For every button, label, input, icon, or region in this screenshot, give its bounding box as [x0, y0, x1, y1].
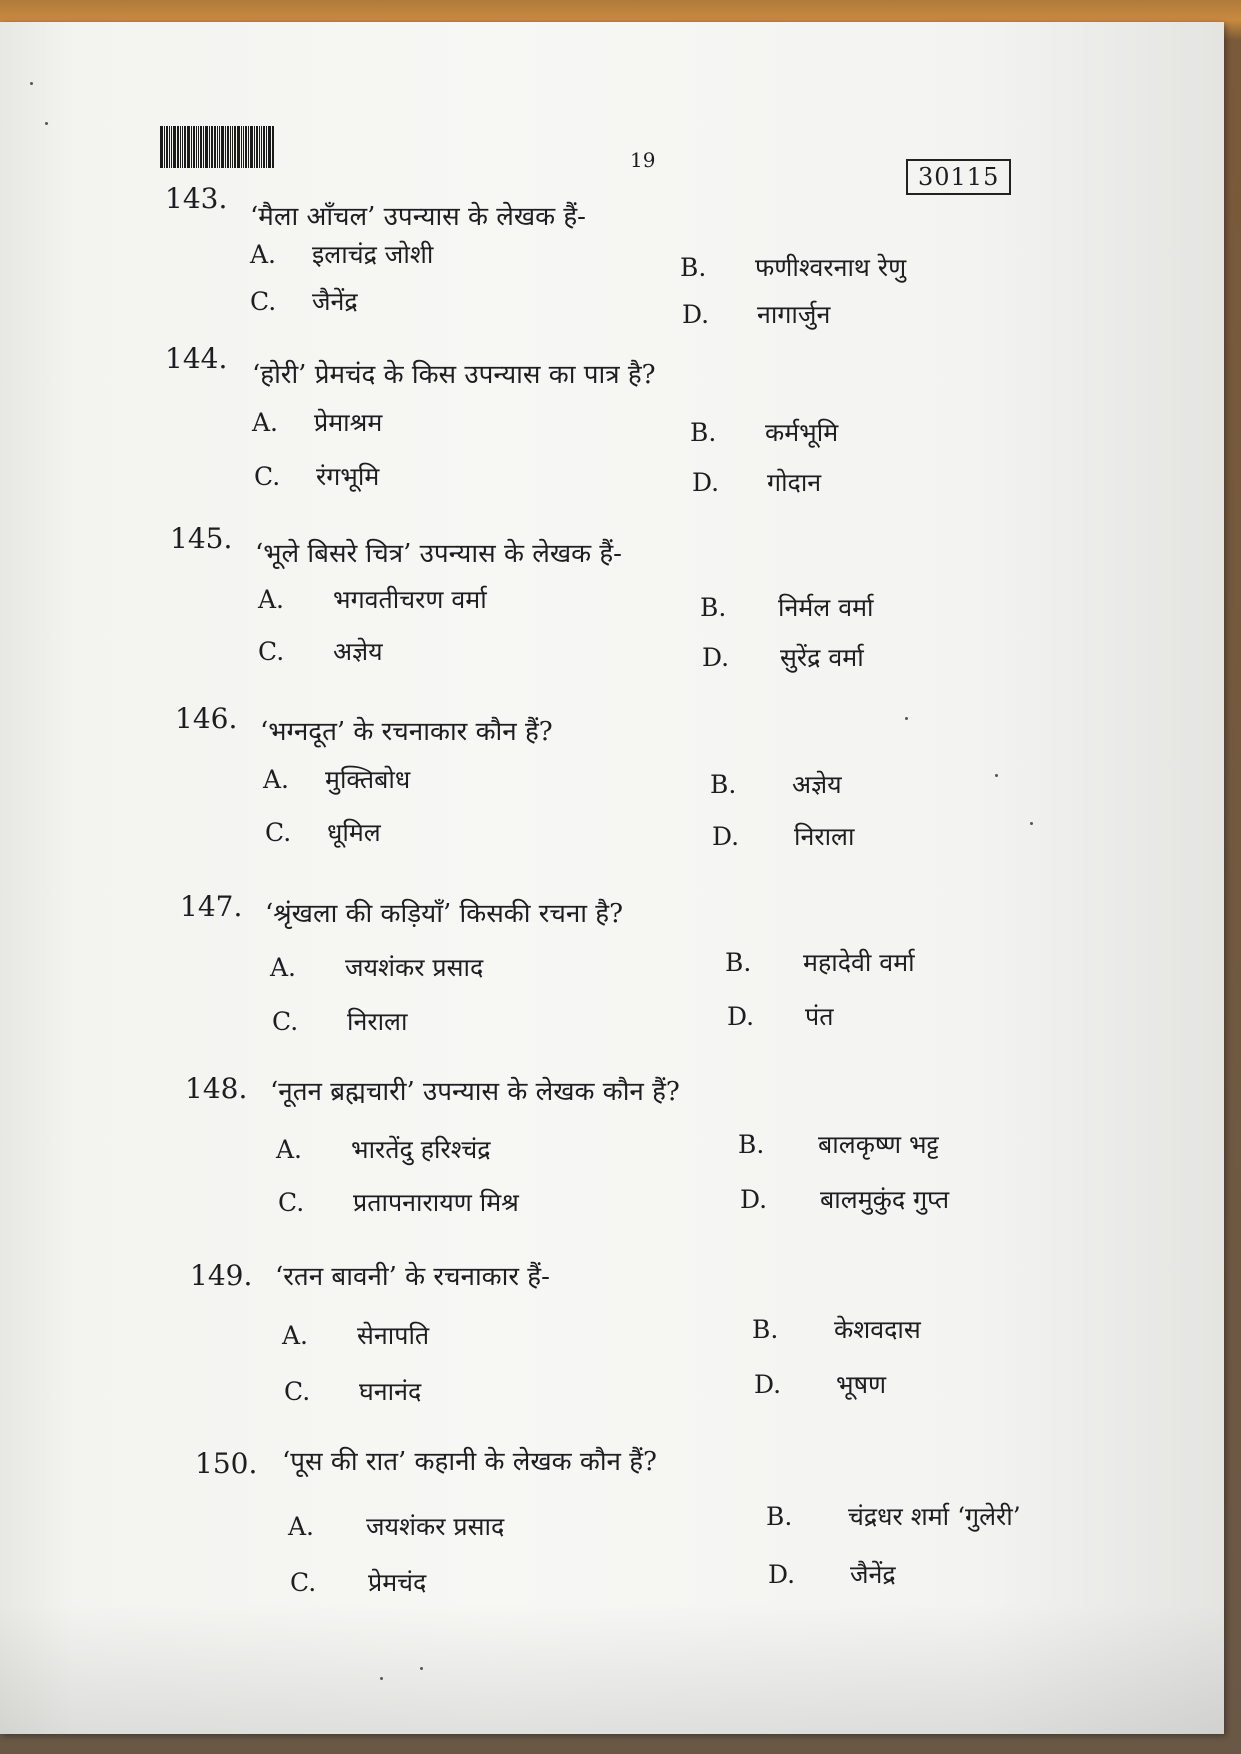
option-key: B.: [710, 770, 737, 799]
option-d: [754, 1367, 886, 1401]
option-key: A.: [258, 585, 285, 614]
option-a: [250, 237, 433, 271]
option-text: जैनेंद्र: [850, 1560, 896, 1589]
barcode-bar: [234, 126, 236, 168]
option-key: D.: [727, 1002, 755, 1031]
barcode-bar: [245, 126, 247, 168]
option-b: [752, 1312, 921, 1346]
barcode-bar: [196, 126, 197, 168]
option-b: [680, 250, 906, 284]
barcode-bar: [256, 126, 258, 168]
barcode-bar: [225, 126, 226, 168]
option-a: [270, 950, 483, 984]
scan-speck: [905, 717, 908, 720]
question-number: 144.: [165, 342, 228, 375]
option-key: A.: [263, 765, 290, 794]
option-key: D.: [692, 468, 720, 497]
barcode-bar: [266, 126, 267, 168]
barcode-bar: [173, 126, 176, 168]
option-text: भारतेंदु हरिश्चंद्र: [351, 1135, 491, 1164]
scan-speck: [995, 774, 998, 777]
option-text: नागार्जुन: [757, 300, 831, 329]
barcode-bar: [203, 126, 204, 168]
option-a: [258, 582, 487, 616]
option-text: चंद्रधर शर्मा ‘गुलेरी’: [848, 1502, 1021, 1531]
option-d: [768, 1557, 896, 1591]
barcode-bar: [160, 126, 163, 168]
option-text: निर्मल वर्मा: [778, 593, 874, 622]
option-key: A.: [270, 953, 297, 982]
barcode-bar: [211, 126, 213, 168]
option-text: प्रेमचंद: [368, 1568, 427, 1597]
barcode-bar: [254, 126, 255, 168]
option-text: जयशंकर प्रसाद: [366, 1512, 505, 1541]
option-b: [710, 767, 842, 801]
option-text: अज्ञेय: [792, 770, 842, 799]
barcode-bar: [237, 126, 240, 168]
barcode-bar: [166, 126, 168, 168]
question-text: ‘पूस की रात’ कहानी के लेखक कौन हैं?: [282, 1447, 657, 1477]
scan-speck: [380, 1677, 383, 1680]
option-c: [254, 459, 379, 493]
question-number: 145.: [170, 522, 233, 555]
barcode-bar: [232, 126, 233, 168]
barcode-bar: [209, 126, 210, 168]
scan-speck: [420, 1667, 423, 1670]
option-d: [682, 297, 830, 331]
question-text: ‘श्रृंखला की कड़ियाँ’ किसकी रचना है?: [265, 899, 624, 929]
option-text: पंत: [805, 1002, 834, 1031]
exam-page: [0, 22, 1224, 1734]
option-key: D.: [754, 1370, 782, 1399]
option-c: [278, 1185, 519, 1219]
option-c: [272, 1004, 407, 1038]
barcode-bar: [230, 126, 231, 168]
option-key: A.: [282, 1321, 309, 1350]
option-c: [265, 815, 381, 849]
barcode-bar: [243, 126, 244, 168]
option-b: [738, 1127, 939, 1161]
barcode-bar: [169, 126, 170, 168]
barcode-bar: [219, 126, 220, 168]
option-key: D.: [702, 643, 730, 672]
option-key: B.: [680, 253, 707, 282]
option-b: [725, 945, 915, 979]
option-key: D.: [682, 300, 710, 329]
barcode-bar: [184, 126, 186, 168]
option-text: जयशंकर प्रसाद: [345, 953, 484, 982]
option-c: [258, 634, 383, 668]
question-text: ‘रतन बावनी’ के रचनाकार हैं-: [275, 1262, 550, 1292]
option-text: अज्ञेय: [333, 637, 383, 666]
option-text: रंगभूमि: [316, 462, 380, 491]
option-a: [252, 405, 382, 439]
option-a: [276, 1132, 491, 1166]
barcode-bar: [198, 126, 199, 168]
option-text: इलाचंद्र जोशी: [312, 240, 434, 269]
barcode-bar: [193, 126, 195, 168]
barcode-bar: [250, 126, 253, 168]
option-text: भगवतीचरण वर्मा: [333, 585, 487, 614]
barcode-bar: [272, 126, 274, 168]
option-text: निराला: [347, 1007, 408, 1036]
barcode-bar: [217, 126, 218, 168]
option-key: C.: [254, 462, 281, 491]
barcode-bar: [214, 126, 216, 168]
option-key: D.: [768, 1560, 796, 1589]
option-text: सेनापति: [357, 1321, 430, 1350]
barcode-bar: [182, 126, 183, 168]
option-c: [290, 1565, 426, 1599]
option-key: A.: [252, 408, 279, 437]
barcode-bar: [261, 126, 262, 168]
option-key: A.: [276, 1135, 303, 1164]
option-key: B.: [766, 1502, 793, 1531]
question-number: 149.: [190, 1259, 253, 1292]
option-key: A.: [250, 240, 277, 269]
option-key: C.: [284, 1377, 311, 1406]
question-number: 146.: [175, 702, 238, 735]
option-key: B.: [725, 948, 752, 977]
question-text: ‘भूले बिसरे चित्र’ उपन्यास के लेखक हैं-: [255, 539, 622, 569]
option-key: B.: [690, 418, 717, 447]
option-d: [740, 1182, 949, 1216]
question-number: 148.: [185, 1072, 248, 1105]
barcode-bar: [205, 126, 208, 168]
option-key: C.: [278, 1188, 305, 1217]
option-text: निराला: [794, 822, 855, 851]
option-key: D.: [712, 822, 740, 851]
barcode-bar: [221, 126, 224, 168]
option-text: फणीश्वरनाथ रेणु: [755, 253, 907, 282]
option-b: [690, 415, 838, 449]
scan-speck: [45, 122, 48, 125]
option-text: महादेवी वर्मा: [803, 948, 915, 977]
barcode-bar: [200, 126, 202, 168]
option-key: B.: [738, 1130, 765, 1159]
question-number: 150.: [195, 1447, 258, 1480]
barcode-bar: [227, 126, 229, 168]
option-key: C.: [265, 818, 292, 847]
barcode-bar: [187, 126, 190, 168]
option-a: [263, 762, 410, 796]
option-text: गोदान: [767, 468, 822, 497]
question-text: ‘होरी’ प्रेमचंद के किस उपन्यास का पात्र है?: [252, 360, 656, 390]
option-text: मुक्तिबोध: [325, 765, 411, 794]
option-d: [712, 819, 854, 853]
barcode-bar: [263, 126, 265, 168]
question-number: 143.: [165, 182, 228, 215]
question-text: ‘नूतन ब्रह्मचारी’ उपन्यास के लेखक कौन हैं?: [270, 1077, 680, 1107]
barcode-bar: [259, 126, 260, 168]
barcode-bar: [164, 126, 165, 168]
barcode-bar: [177, 126, 179, 168]
option-d: [727, 999, 833, 1033]
barcode-bar: [171, 126, 172, 168]
option-b: [766, 1499, 1021, 1533]
option-key: B.: [752, 1315, 779, 1344]
paper-code-box: 30115: [906, 159, 1011, 195]
option-text: प्रेमाश्रम: [314, 408, 383, 437]
option-key: C.: [272, 1007, 299, 1036]
scan-speck: [30, 82, 33, 85]
option-text: सुरेंद्र वर्मा: [780, 643, 864, 672]
option-text: जैनेंद्र: [312, 287, 358, 316]
scan-speck: [1030, 822, 1033, 825]
option-text: बालमुकुंद गुप्त: [820, 1185, 950, 1214]
question-number: 147.: [180, 890, 243, 923]
barcode-bar: [248, 126, 249, 168]
option-key: A.: [288, 1512, 315, 1541]
option-b: [700, 590, 874, 624]
barcode-bar: [241, 126, 242, 168]
option-text: घनानंद: [359, 1377, 422, 1406]
option-a: [288, 1509, 504, 1543]
question-text: ‘भग्नदूत’ के रचनाकार कौन हैं?: [260, 717, 553, 747]
option-d: [692, 465, 821, 499]
question-text: ‘मैला आँचल’ उपन्यास के लेखक हैं-: [250, 202, 586, 232]
option-text: भूषण: [836, 1370, 887, 1399]
option-key: D.: [740, 1185, 768, 1214]
option-text: बालकृष्ण भट्ट: [818, 1130, 939, 1159]
option-text: केशवदास: [834, 1315, 921, 1344]
option-text: कर्मभूमि: [765, 418, 839, 447]
option-key: C.: [290, 1568, 317, 1597]
barcode-bar: [191, 126, 192, 168]
barcode-bar: [268, 126, 271, 168]
page-number: 19: [630, 148, 656, 172]
option-text: प्रतापनारायण मिश्र: [353, 1188, 519, 1217]
option-d: [702, 640, 864, 674]
option-key: C.: [250, 287, 277, 316]
option-a: [282, 1318, 429, 1352]
option-key: C.: [258, 637, 285, 666]
option-c: [284, 1374, 421, 1408]
option-c: [250, 284, 358, 318]
option-text: धूमिल: [327, 818, 381, 847]
option-key: B.: [700, 593, 727, 622]
barcode-bar: [180, 126, 181, 168]
barcode: [160, 126, 315, 168]
